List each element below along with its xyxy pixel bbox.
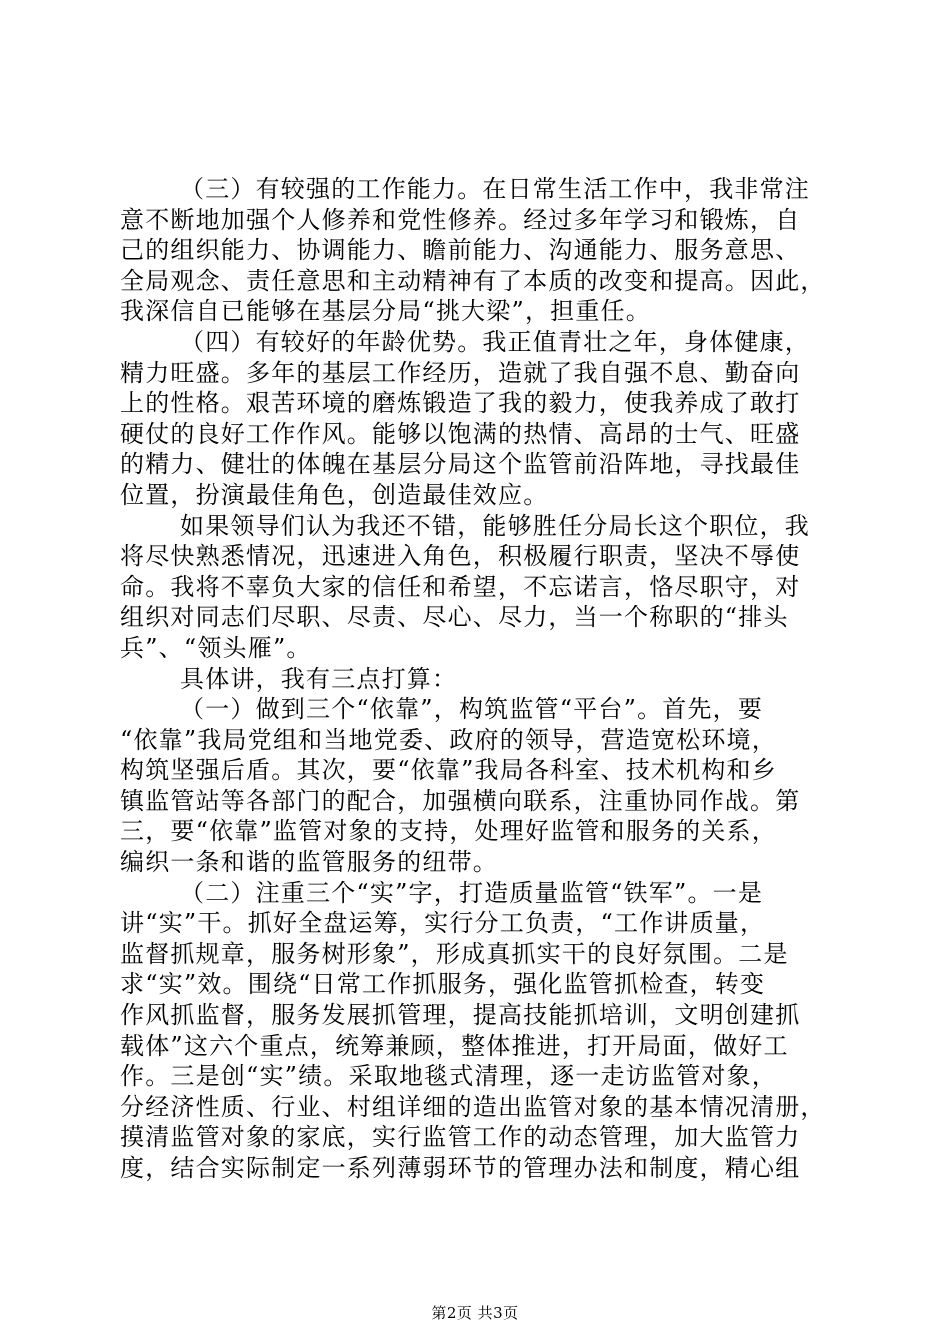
text-line: 己的组织能力、协调能力、瞻前能力、沟通能力、服务意思、: [120, 236, 801, 265]
text-line: （一）做到三个“依靠”，构筑监管“平台”。首先，要: [180, 695, 764, 724]
text-line: 摸清监管对象的家底，实行监管工作的动态管理，加大监管力: [120, 1123, 801, 1152]
text-line: 度，结合实际制定一系列薄弱环节的管理办法和制度，精心组: [120, 1154, 801, 1182]
text-line: 三，要“依靠”监管对象的支持，处理好监管和服务的关系，: [120, 817, 777, 846]
text-line: 镇监管站等各部门的配合，加强横向联系，注重协同作战。第: [120, 786, 801, 815]
text-line: 讲“实”干。抓好全盘运筹，实行分工负责，“工作讲质量，: [120, 909, 766, 938]
text-line: 编织一条和谐的监管服务的纽带。: [120, 848, 498, 877]
text-line: 硬仗的良好工作作风。能够以饱满的热情、高昂的士气、旺盛: [120, 419, 801, 448]
text-line: 全局观念、责任意思和主动精神有了本质的改变和提高。因此，: [120, 266, 826, 295]
text-line: 求“实”效。围绕“日常工作抓服务，强化监管抓检查，转变: [120, 970, 766, 999]
text-line: 载体”这六个重点，统筹兼顾，整体推进，打开局面，做好工: [120, 1031, 789, 1060]
text-line: 上的性格。艰苦环境的磨炼锻造了我的毅力，使我养成了敢打: [120, 389, 801, 418]
document-body: [120, 174, 840, 1184]
text-line: 将尽快熟悉情况，迅速进入角色，积极履行职责，坚决不辱使: [120, 542, 801, 571]
text-line: 构筑坚强后盾。其次，要“依靠”我局各科室、技术机构和乡: [120, 756, 777, 785]
text-line: 命。我将不辜负大家的信任和希望，不忘诺言，恪尽职守，对: [120, 572, 801, 601]
text-line: 位置，扮演最佳角色，创造最佳效应。: [120, 480, 549, 509]
text-line: 具体讲，我有三点打算：: [180, 664, 458, 693]
text-line: 精力旺盛。多年的基层工作经历，造就了我自强不息、勤奋向: [120, 358, 801, 387]
text-line: 的精力、健壮的体魄在基层分局这个监管前沿阵地，寻找最佳: [120, 450, 801, 479]
text-line: 如果领导们认为我还不错，能够胜任分局长这个职位，我: [180, 511, 810, 540]
text-line: （二）注重三个“实”字，打造质量监管“铁军”。一是: [180, 878, 764, 907]
text-line: 作风抓监督，服务发展抓管理，提高技能抓培训，文明创建抓: [120, 1001, 801, 1030]
text-line: 组织对同志们尽职、尽责、尽心、尽力，当一个称职的“排头: [120, 603, 789, 632]
text-line: 意不断地加强个人修养和党性修养。经过多年学习和锻炼，自: [120, 205, 801, 234]
text-line: 作。三是创“实”绩。采取地毯式清理，逐一走访监管对象，: [120, 1062, 777, 1091]
text-line: 监督抓规章，服务树形象”，形成真抓实干的良好氛围。二是: [120, 939, 789, 968]
text-line: （四）有较好的年龄优势。我正值青壮之年，身体健康，: [180, 327, 810, 356]
text-line: 我深信自已能够在基层分局“挑大梁”，担重任。: [120, 297, 651, 326]
page-footer: 第2页 共3页: [431, 1304, 519, 1322]
text-line: 兵”、“领头雁”。: [120, 633, 312, 662]
text-line: 分经济性质、行业、村组详细的造出监管对象的基本情况清册，: [120, 1092, 826, 1121]
text-line: “依靠”我局党组和当地党委、政府的领导，营造宽松环境，: [120, 725, 777, 754]
text-line: （三）有较强的工作能力。在日常生活工作中，我非常注: [180, 175, 810, 203]
